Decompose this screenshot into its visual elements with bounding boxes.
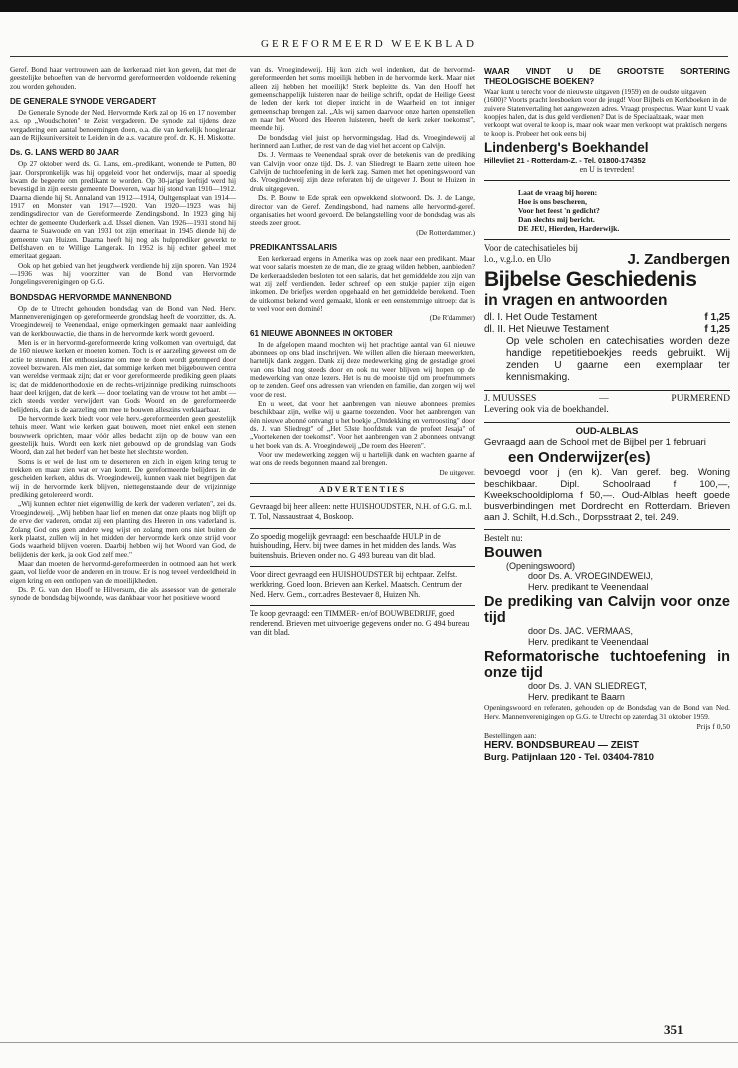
source-credit: (De Rotterdammer.)	[416, 227, 475, 237]
paragraph: Men is er in hervormd-gereformeerde kring volkomen van overtuigd, dat de 160 nieuwe kerken er moeten komen. Toch is er aarzeling geweest om de actie te steunen. Het enthousiasme om mee te doen wordt getemperd door zoveel bezwaren. Als men ziet, dat sommige kerken met bijgebouwen centra van wereldse vermaak zijn; dat er voor gereformeerde prediking geen plaats is; dat de middenorthodoxie en de rechts-vrijzinnige prediking ruimschoots haar deel krijgen, dat de kerk — door toelating van de vrouw tot het ambt — zich steeds verder verwijdert van Gods Woord en de gereformeerde belijdenis, dan is de aarzeling om mee te bouwen alleszins verklaarbaar.	[10, 337, 236, 414]
paragraph: De bondsdag viel juist op hervormingsdag. Had ds. Vroegindeweij al herinnerd aan Luther, de rest van de dag viel het accent op Calvijn.	[250, 132, 475, 151]
paragraph: Ds. P. G. van den Hooff te Hilversum, die als assessor van de generale synode de bondsdag bijwoonde, was dankbaar voor het positieve woord	[10, 584, 236, 603]
paragraph: Ds. P. Bouw te Ede sprak een opwekkend slotwoord. Ds. J. de Lange, director van de Geref. Zendingsbond, had namens alle hervormd-geref. organisaties het woord gevoerd. De belangstelling voor de bondsdag was als steeds zeer groot.	[250, 193, 475, 228]
order-label: Bestelt nu:	[484, 533, 523, 544]
school-ad	[484, 422, 730, 523]
paragraph: Op 27 oktober werd ds. G. Lans, em.-predikant, wonende te Putten, 80 jaar. Oorspronkelijk was hij opgeleid voor het onderwijs, maar al spoedig kwam de begeerte om predikant te worden. Op 30-jarige leeftijd werd hij bevestigd in zijn eerste gemeente Doeveren, waar hij stond van 1910—1912. Daarna diende hij St. Annaland van 1912—1914, Oultgensplaat van 1914—1917 en Monster van 1917—1920. Van 1920—1923 was hij zendingsdirector van de Gereformeerde Zendingsbond. In 1923 ging hij echter de gemeente Ouderkerk a.d. IJssel dienen. Van 1926—1931 stond hij daarna te Suawoude en van 1931 tot zijn emeritaat in 1945 diende hij de gemeente van Huizen. Daarna heeft hij nog als hulpprediker gewerkt te Delfshaven en te Willige Langerak. In 1952 is hij echter geheel met emeritaat gegaan.	[10, 159, 236, 261]
book-title: Bijbelse Geschiedenis	[484, 268, 697, 292]
source-credit: (De R'dammer)	[429, 313, 475, 323]
paragraph: „Wij kunnen echter niet eigenwillig de kerk der vaderen verlaten", zei ds. Vroegindeweij. „Wij hebben haar lief en menen dat onze plaats nog blijft op de erve der vaderen, omdat zij een planting des Heeren in ons vaderland is. Zolang God ons geen andere weg wijst en zolang men ons niet buiten de kerk plaatst, zullen wij in het midden der hervormde kerk onze strijd voor Gods waarheid blijven voeren. Daarbij hebben wij het Woord van God, de belijdenis der kerk, ja ook God zelf mee."	[10, 499, 236, 559]
part-label: dl. I. Het Oude Testament	[484, 312, 598, 324]
publisher-name: J. MUUSSES	[484, 394, 537, 405]
heading-boeken: WAAR VINDT U DE GROOTSTE SORTERING THEOLOGISCHE BOEKEN?	[484, 66, 730, 86]
signature: De uitgever.	[439, 467, 475, 477]
paragraph: De hervormde kerk biedt voor vele herv.-gereformeerden geen geestelijk tehuis meer. Want wie kerken gaat bouwen, moet niet enkel een stenen bouwwerk oprichten, maar vóór alles bedacht zijn op de bouw van een geestelijk huis. Wordt een kerk niet gebouwd op de grondslag van Gods Woord, dan zal het bederf van het beste het slechtste worden.	[10, 414, 236, 457]
paragraph: van ds. Vroegindeweij. Hij kon zich wel indenken, dat de hervormd-gereformeerden het soms moeilijk hebben in de hervormde kerk. Maar niet alleen zij hebben het moeilijk! Sterk bepleitte ds. Van den Hooff het gemeenschappelijk luisteren naar de heilige schrift, opdat de Heilige Geest de leden der kerk tot dieper inzicht in de Waarheid en tot inniger gemeenschap brengen zal. „Als wij samen daarvoor onze harten openstellen en naar het Woord des Heeren luisteren, heeft de kerk zeker toekomst", meende hij.	[250, 65, 475, 133]
author-role: Herv. predikant te Baarn	[528, 691, 625, 702]
heading-salaris: PREDIKANTSSALARIS	[250, 242, 338, 252]
cat-line: l.o., v.g.l.o. en Ulo	[484, 254, 551, 265]
poem-line: Laat de vraag bij horen:	[518, 188, 598, 198]
classified-ad: Voor direct gevraagd een HUISHOUDSTER bij echtpaar. Zelfst. werkkring. Goed loon. Brieven aan Kerkel. Maatsch. Centrum der Ned. Herv. Gem., corr.adres Bestevaer 8, Huizen Nh.	[250, 566, 475, 599]
school-position: een Onderwijzer(es)	[508, 449, 651, 467]
author-role: Herv. predikant te Veenendaal	[528, 581, 649, 592]
book-price: Prijs f 0,50	[696, 721, 730, 731]
poem-lines	[518, 188, 730, 233]
book-author: J. Zandbergen	[627, 251, 730, 269]
paragraph: Een kerkeraad ergens in Amerika was op zoek naar een predikant. Maar wat voor salaris moesten ze de man, die ze graag wilden hebben, aanbieden? De kerkeraadsleden besloten tot een salaris, dat het gemiddelde zou zijn van wat zij zelf verdienden. Ieder schreef op een stukje papier zijn eigen inkomen. De briefjes werden opgehaald en het gemiddelde berekend. Toen de uitkomst bekend werd gemaakt, klonk er een eenstemmige uitroep: dat is te veel voor een dominé!	[250, 253, 475, 313]
column-3	[484, 66, 730, 763]
column-1	[10, 66, 236, 604]
school-details: bevoegd voor j (en k). Van geref. beg. Woning beschikbaar. Dipl. Schoolraad f 100,—, Kweekschooldiploma f 50,—. Oud-Alblas heeft goede busverbindingen met Dordrecht en Rotterdam. Brieven aan J. Schilt, H.d.Sch., Dorpsstraat 2, tel. 249.	[484, 467, 730, 524]
heading-abonnees: 61 NIEUWE ABONNEES IN OKTOBER	[250, 328, 393, 338]
part-row	[484, 324, 730, 336]
masthead: GEREFORMEERD WEEKBLAD	[261, 38, 477, 50]
poem-line: Dan slechts mij bericht.	[518, 215, 595, 225]
advertenties-header: ADVERTENTIES	[250, 483, 475, 497]
paragraph: Voor uw medewerking zeggen wij u hartelijk dank en wachten gaarne af wat ons de reeds begonnen maand zal brengen.	[250, 450, 475, 468]
ad-text: Waar kunt u terecht voor de nieuwste uitgaven (1959) en de oudste uitgaven (1600)? Voorts pracht leesboeken voor de jeugd! Voor Bijbels en Kerkboeken in de zuivere Statenvertaling het aangewezen adres. Vraagt prospectus. Waar kunt U vaak koopjes halen, dat is dus geld verdienen? Dat is de Speciaalzaak, waar men verkoopt wat overal te koop is, maar ook waar men verkoopt wat praktisch nergens te koop is. Probeer het ook eens bij	[484, 87, 730, 138]
shop-tagline: en U is tevreden!	[579, 165, 635, 175]
masthead-rule	[10, 56, 728, 57]
book-subtitle: in vragen en antwoorden	[484, 292, 668, 310]
publisher-row	[484, 394, 730, 405]
page-number: 351	[664, 1022, 684, 1037]
classified-ad: Zo spoedig mogelijk gevraagd: een beschaafde HULP in de huishouding, Herv. bij twee dames in het midden des lands. Was buitenshuis. Brieven onder no. G 493 bureau van dit blad.	[250, 528, 475, 561]
shop-address: Hillevliet 21 - Rotterdam-Z. - Tel. 01800-174352	[484, 156, 646, 166]
part-row	[484, 312, 730, 324]
paragraph: De Generale Synode der Ned. Hervormde Kerk zal op 16 en 17 november a.s. op „Woudschoten" te Zeist vergaderen. De synode zal tijdens deze vergadering een aantal benoemingen doen, o.a. die van kerkelijk hoogleraar aan de Rijksuniversiteit te Leiden in de a.s. vacature prof. dr. K. H. Miskotte.	[10, 108, 236, 143]
school-location: OUD-ALBLAS	[575, 426, 639, 438]
paragraph: Ook op het gebied van het jeugdwerk verdiende hij zijn sporen. Van 1924—1936 was hij voorzitter van de Bond van Hervormde Jongelingsverenigingen op G.G.	[10, 260, 236, 287]
heading-synode: DE GENERALE SYNODE VERGADERT	[10, 97, 157, 107]
book-title: De prediking van Calvijn voor onze tijd	[484, 594, 730, 627]
publisher-ad	[484, 390, 730, 416]
poem-line: Voor het feest 'n gedicht?	[518, 206, 600, 216]
cat-line: Voor de catechisatieles bij	[484, 243, 579, 254]
shop-name: Lindenberg's Boekhandel	[484, 140, 649, 156]
part-price: f 1,25	[704, 312, 730, 324]
page-bottom-edge	[0, 1042, 738, 1043]
classified-ad: Te koop gevraagd: een TIMMER- en/of BOUWBEDRIJF, goed renderend. Brieven met uitvoerige gegevens onder no. G 494 bureau van dit blad.	[250, 605, 475, 638]
book-title: Bouwen	[484, 543, 543, 561]
poem-line: Hoe is ons bescheren,	[518, 197, 588, 207]
orders-label: Bestellingen aan:	[484, 730, 537, 740]
bureau-address: Burg. Patijnlaan 120 - Tel. 03404-7810	[484, 751, 654, 763]
heading-lans: Ds. G. LANS WERD 80 JAAR	[10, 148, 119, 158]
publisher-dash: —	[599, 394, 609, 405]
publisher-note: Levering ook via de boekhandel.	[484, 405, 609, 416]
top-black-bar	[0, 0, 738, 12]
book-subtitle: (Openingswoord)	[506, 560, 576, 571]
column-2	[250, 66, 475, 644]
author-role: Herv. predikant te Veenendaal	[528, 636, 649, 647]
paragraph: Ds. J. Vermaas te Veenendaal sprak over de betekenis van de prediking van Calvijn voor onze tijd. Ds. J. van Sliedregt te Baarn zette uiteen hoe Calvijn de tuchtoefening in de kerk zag. Samen met het openingswoord van ds. Vroegindeweij zijn deze referaten bij de uitgever J. Bout te Huizen in druk uitgegeven.	[250, 150, 475, 193]
book-note: Openingswoord en referaten, gehouden op de Bondsdag van de Bond van Ned. Herv. Mannenverenigingen op G.G. te Utrecht op zaterdag 31 oktober 1959.	[484, 703, 730, 722]
part-label: dl. II. Het Nieuwe Testament	[484, 324, 609, 336]
paragraph: Maar dan moeten de hervormd-gereformeerden in ootmoed aan het werk gaan, vol liefde voor de anderen en in trouw. Er is nog teveel verdeeldheid in eigen kring en een ontlopen van de moeilijkheden.	[10, 558, 236, 585]
book-author: door Ds. A. VROEGINDEWEIJ,	[528, 571, 654, 582]
book-title: Reformatorische tuchtoefening in onze tijd	[484, 649, 730, 682]
school-text: Gevraagd aan de School met de Bijbel per 1 februari	[484, 437, 706, 449]
classified-ad: Gevraagd bij heer alleen: nette HUISHOUDSTER, N.H. of G.G. m.l. T. Tol, Nassaustraat 4, Boskoop.	[250, 502, 472, 522]
book-description: Op vele scholen en catechisaties worden deze handige repetitieboekjes reeds gebruikt. Wij zenden U gaarne een exemplaar ter kennismaking.	[506, 336, 730, 384]
bondsbureau-ad	[484, 529, 730, 762]
publisher-city: PURMEREND	[671, 394, 730, 405]
cat-row	[484, 251, 730, 269]
paragraph: En u weet, dat voor het aanbrengen van nieuwe abonnees premies beschikbaar zijn, welke wij u gaarne toezenden. Voor het aanbrengen van één nieuwe abonné ontvangt u het boekje „Ontdekking en vertroosting" door ds. J. van Sliedregt" of „Het 53ste hoofdstuk van de profeet Jesaja" of „Voortekenen der toekomst". Voor het aanbrengen van 2 abonnees ontvangt u het boek van ds. A. Vroegindeweij „De roem des Heeren".	[250, 399, 475, 450]
poem-ad	[484, 180, 730, 233]
part-price: f 1,25	[704, 324, 730, 336]
article-continuation: Geref. Bond haar vertrouwen aan de kerkeraad niet kon geven, dat met de geestelijke behoeften van de hervormd gereformeerden voldoende rekening zou worden gehouden.	[10, 65, 236, 91]
book-ad	[484, 239, 730, 384]
poem-line: DE JEU, Hierden, Harderwijk.	[518, 224, 620, 234]
book-author: door Ds. J. VAN SLIEDREGT,	[528, 681, 647, 692]
paragraph: Op de te Utrecht gehouden bondsdag van de Bond van Ned. Herv. Mannenverenigingen op gereformeerde grondslag heeft de voorzitter, ds. A. Vroegindeweij te Veenendaal, enige opmerkingen gemaakt naar aanleiding van de kerkbouwactie, die thans in de hervormde kerk wordt gevoerd.	[10, 303, 236, 338]
paragraph: Soms is er wel de lust om te deserteren en zich in eigen kring terug te trekken en maar zien wat er van komt. De gereformeerde belijders in de gescheiden kerken, aldus ds. Vroegindeweij, kunnen vaak niet begrijpen dat wij in de hervormde kerk blijven, niettegenstaande deur de vrijzinnige prediking getolereerd wordt.	[10, 456, 236, 500]
bureau-name: HERV. BONDSBUREAU — ZEIST	[484, 739, 640, 751]
heading-bondsdag: BONDSDAG HERVORMDE MANNENBOND	[10, 292, 172, 302]
paragraph: In de afgelopen maand mochten wij het prachtige aantal van 61 nieuwe abonnees op ons blad inschrijven. We willen allen die hieraan meewerkten, hartelijk dank zeggen. Dank zij deze medewerking ging de gestadige groei van ons blad nog steeds door en ook nu weer blijven wij hopen op de medewerking van onze lezers. Het is nu de mooiste tijd om proefnummers op te zenden. Geef ons adressen van vrienden en familie, dan zorgen wij wel voor de rest.	[250, 339, 475, 399]
book-author: door Ds. JAC. VERMAAS,	[528, 626, 634, 637]
